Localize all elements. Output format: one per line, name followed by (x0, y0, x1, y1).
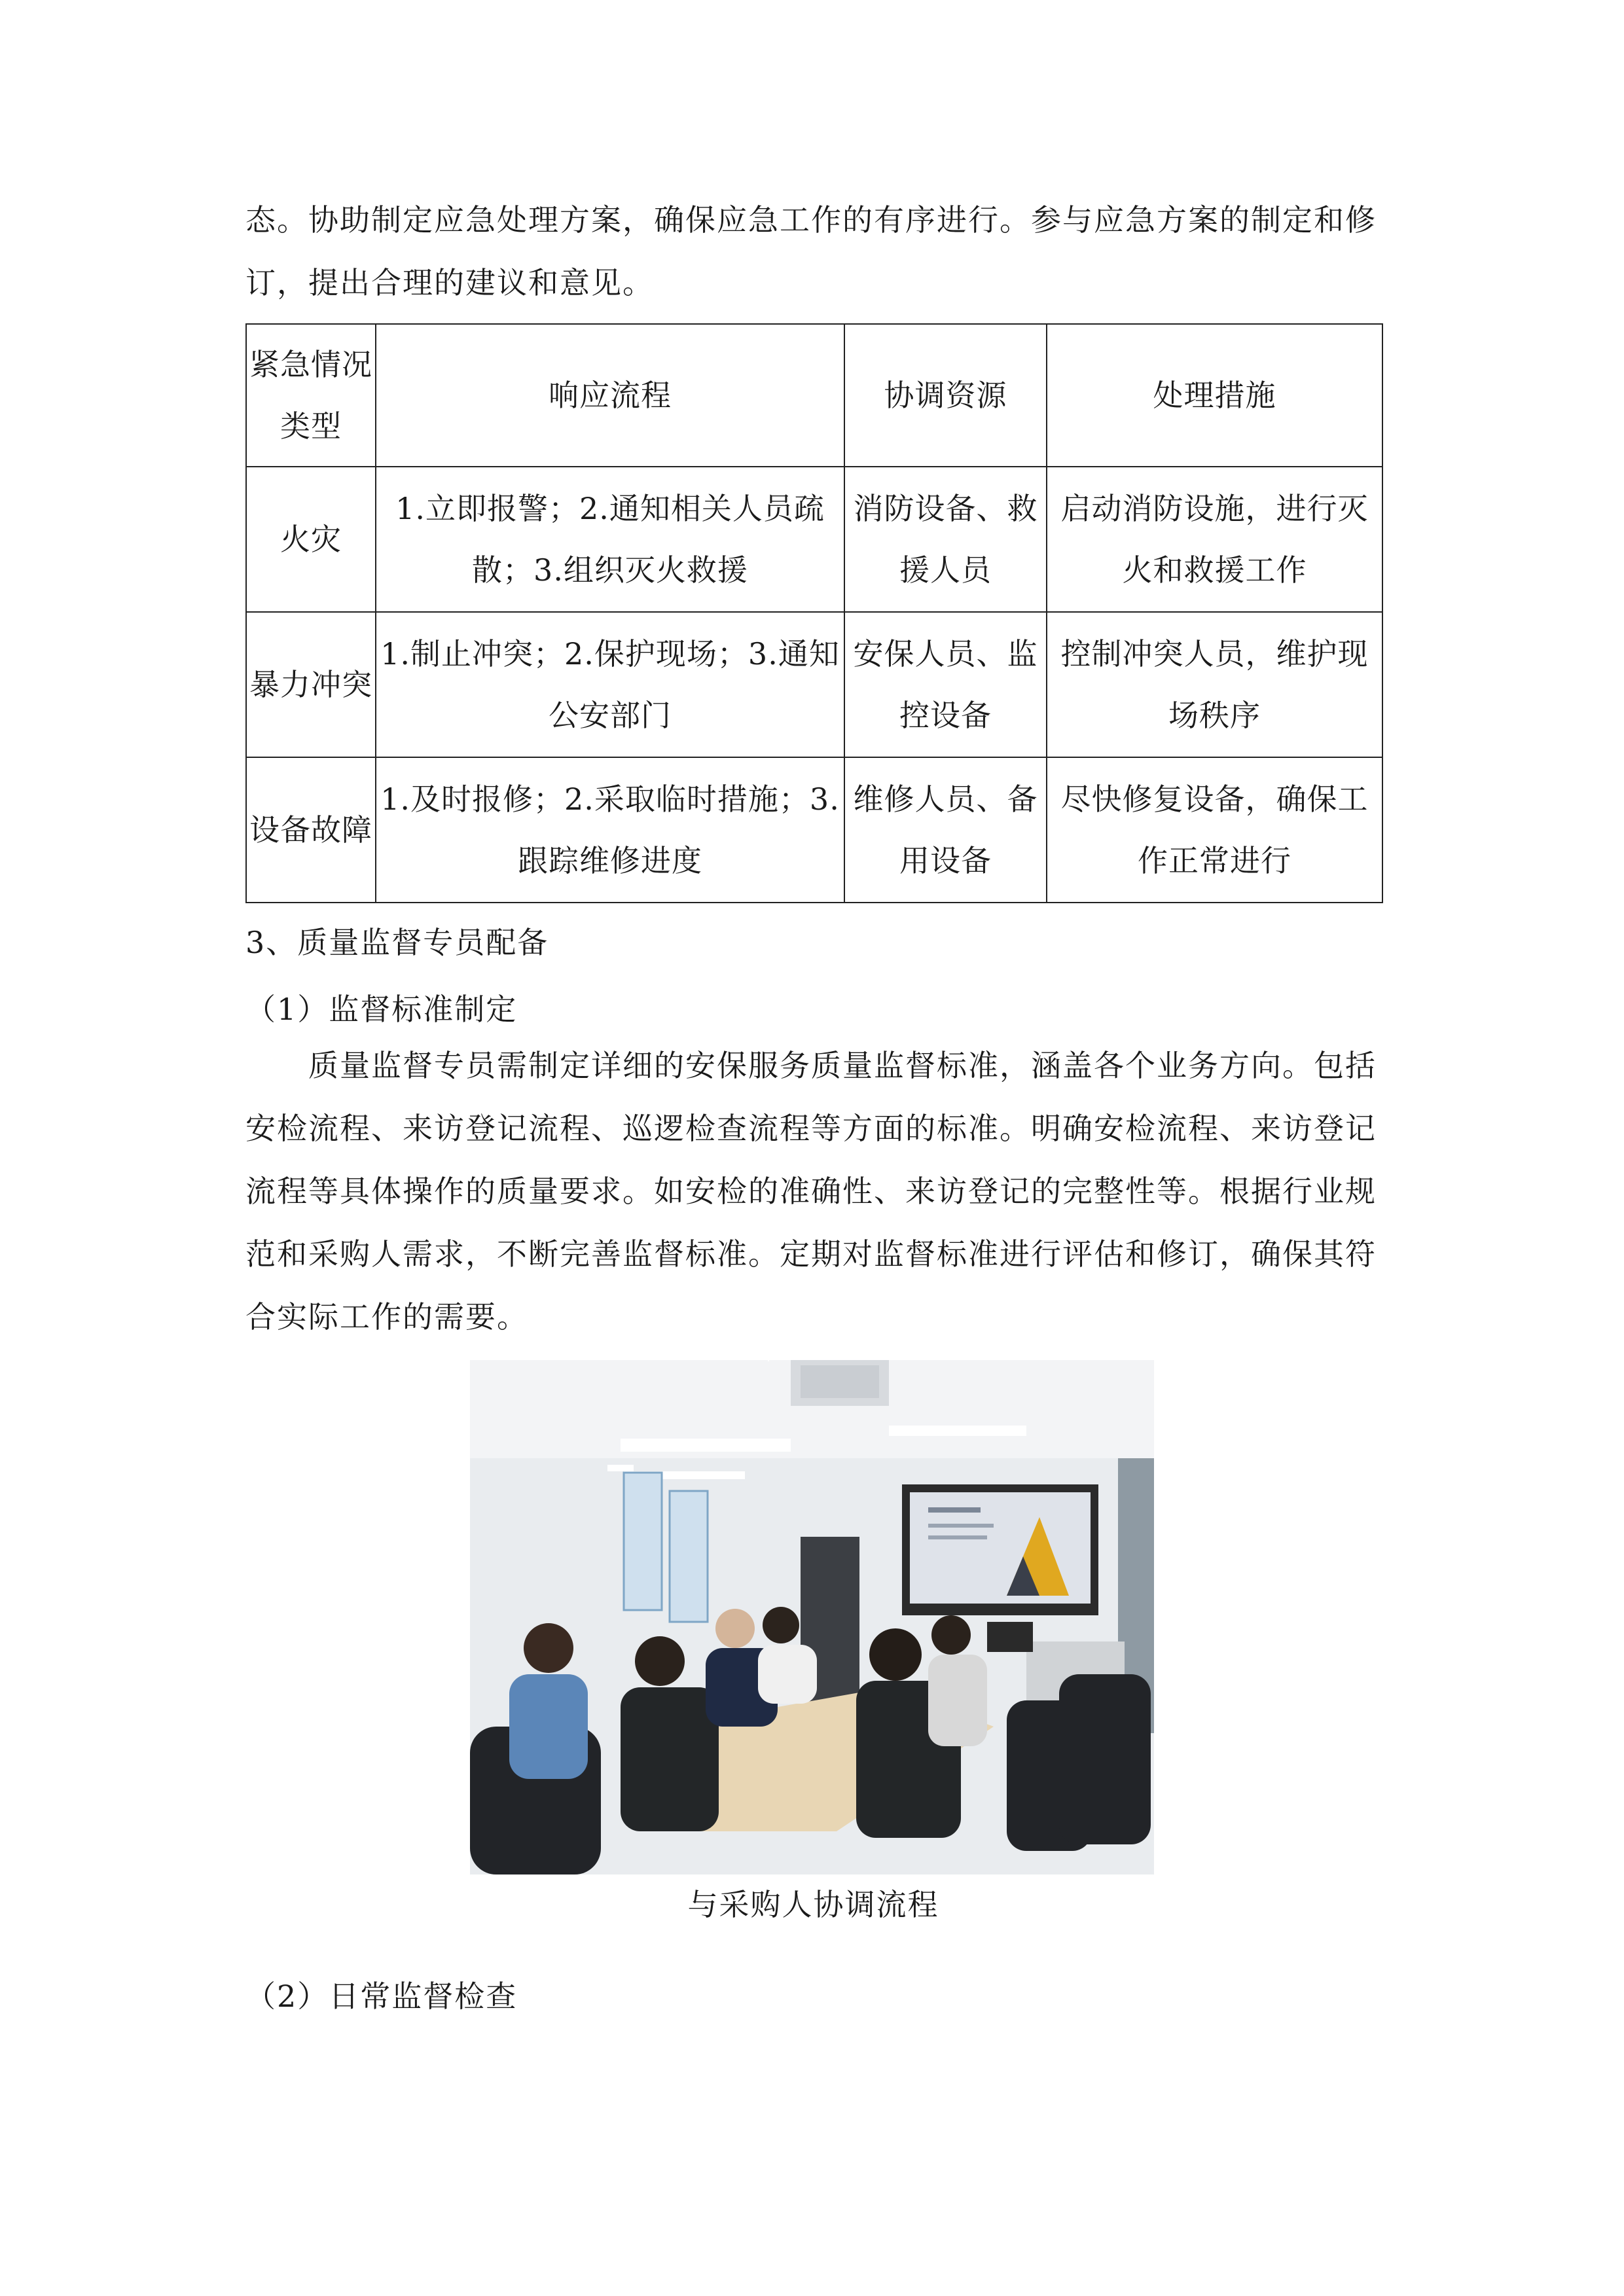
person (869, 1628, 922, 1681)
chair (1059, 1674, 1151, 1844)
table-row (246, 757, 1382, 903)
table-cell: 1.立即报警；2.通知相关人员疏散；3.组织灭火救援 (376, 467, 844, 612)
section-heading: 3、质量监督专员配备 (245, 925, 549, 960)
table-cell: 暴力冲突 (246, 612, 376, 757)
monitor (987, 1622, 1033, 1652)
table-cell: 安保人员、监控设备 (844, 612, 1047, 757)
table-cell: 1.制止冲突；2.保护现场；3.通知公安部门 (376, 612, 844, 757)
table-cell: 设备故障 (246, 757, 376, 903)
wall-poster (670, 1491, 708, 1622)
table-header-cell: 协调资源 (844, 324, 1047, 467)
table-header-cell: 处理措施 (1047, 324, 1382, 467)
ceiling-light (621, 1439, 791, 1452)
person (931, 1615, 971, 1655)
person (715, 1609, 755, 1648)
table-cell: 控制冲突人员，维护现场秩序 (1047, 612, 1382, 757)
table-row (246, 467, 1382, 612)
table-cell: 启动消防设施，进行灭火和救援工作 (1047, 467, 1382, 612)
table-header-cell: 响应流程 (376, 324, 844, 467)
person (635, 1636, 685, 1686)
photo-caption: 与采购人协调流程 (687, 1887, 939, 1922)
subsection-heading: （1）监督标准制定 (245, 992, 518, 1027)
body-paragraph: 质量监督专员需制定详细的安保服务质量监督标准，涵盖各个业务方向。包括安检流程、来访登记流程、巡逻检查流程等方面的标准。明确安检流程、来访登记流程等具体操作的质量要求。如安检的准确性、来访登记的完整性等。根据行业规范和采购人需求，不断完善监督标准。定期对监督标准进行评估和修订，确保其符合实际工作的需要。 (245, 1048, 1377, 1335)
table-row (246, 612, 1382, 757)
table-cell: 消防设备、救援人员 (844, 467, 1047, 612)
subsection-heading: （2）日常监督检查 (245, 1979, 518, 2014)
person (524, 1623, 573, 1673)
table-header-row (246, 324, 1382, 467)
table-cell: 尽快修复设备，确保工作正常进行 (1047, 757, 1382, 903)
table-cell: 火灾 (246, 467, 376, 612)
meeting-photo (470, 1360, 1154, 1874)
wall-poster (624, 1473, 662, 1610)
ceiling-light (889, 1426, 1026, 1436)
person (763, 1607, 799, 1643)
table-cell: 1.及时报修；2.采取临时措施；3.跟踪维修进度 (376, 757, 844, 903)
table-header-cell: 紧急情况类型 (246, 324, 376, 467)
intro-paragraph: 态。协助制定应急处理方案，确保应急工作的有序进行。参与应急方案的制定和修订，提出合理的建议和意见。 (245, 202, 1377, 300)
table-cell: 维修人员、备用设备 (844, 757, 1047, 903)
emergency-response-table (245, 323, 1383, 903)
